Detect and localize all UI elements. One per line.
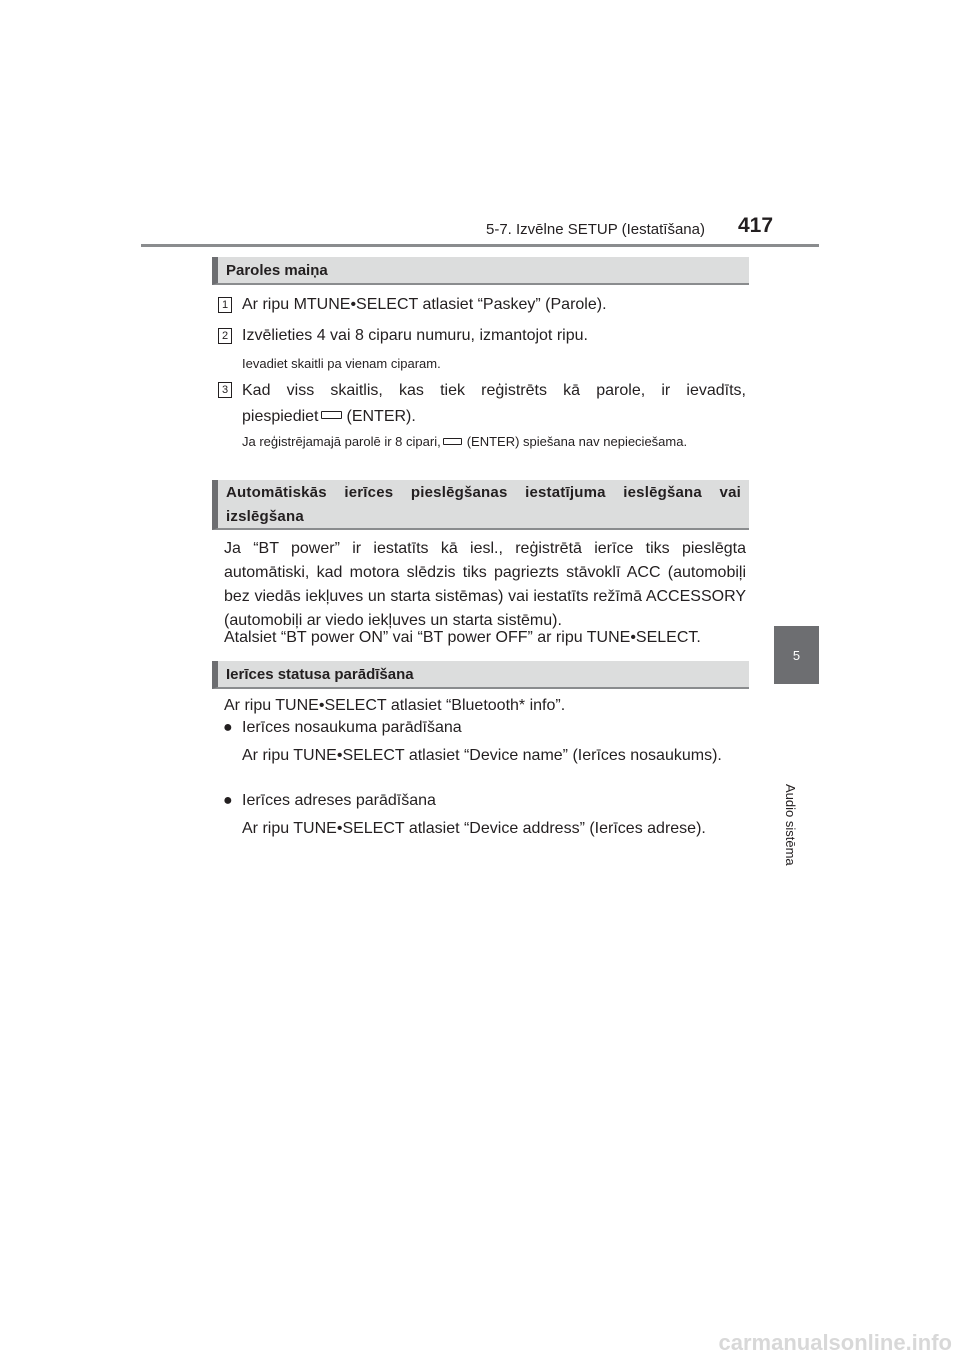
step-3-note-a: Ja reģistrējamajā parolē ir 8 cipari,	[242, 434, 441, 449]
enter-button-icon	[321, 411, 342, 419]
bullet-2-title: Ierīces adreses parādīšana	[242, 792, 436, 809]
bullet-icon: ●	[223, 792, 233, 809]
bullet-2-text: Ar ripu TUNE•SELECT atlasiet “Device address” (Ierīces adrese).	[242, 820, 706, 837]
step-3-note-b: (ENTER) spiešana nav nepieciešama.	[466, 434, 688, 449]
step-3-note	[242, 434, 746, 450]
step-number-1: 1	[218, 297, 232, 313]
chapter-tab	[774, 626, 819, 684]
step-2-note: Ievadiet skaitli pa vienam ciparam.	[242, 356, 441, 371]
page-number: 417	[738, 214, 774, 237]
enter-button-icon	[443, 438, 462, 445]
device-status-intro: Ar ripu TUNE•SELECT atlasiet “Bluetooth* info”.	[224, 697, 566, 714]
bullet-1-text: Ar ripu TUNE•SELECT atlasiet “Device name” (Ierīces nosaukums).	[242, 747, 722, 764]
watermark-text: carmanualsonline.info	[718, 1330, 952, 1355]
step-3-text-b: piespiediet	[242, 408, 319, 425]
step-3-text-line2	[242, 405, 746, 429]
section-heading-device-status: Ierīces statusa parādīšana	[212, 661, 749, 689]
bullet-icon: ●	[223, 719, 233, 736]
step-number-3: 3	[218, 382, 232, 398]
auto-connect-instruction: Atalsiet “BT power ON” vai “BT power OFF” ar ripu TUNE•SELECT.	[224, 629, 701, 646]
auto-connect-paragraph: Ja “BT power” ir iestatīts kā iesl., reģistrētā ierīce tiks pieslēgta automātiski, kad motora slēdzis tiks pagriezts stāvoklī ACC (automobiļi bez viedās iekļuves un starta sistēmas) vai iestatīts režīmā ACCESSORY (automobiļi ar viedo iekļuves un starta sistēmu).	[224, 540, 746, 629]
chapter-tab-label-text: Audio sistēma	[783, 784, 798, 866]
step-1-text: Ar ripu MTUNE•SELECT atlasiet “Paskey” (Parole).	[242, 296, 607, 313]
step-3-text-line1: Kad viss skaitlis, kas tiek reģistrēts kā parole, ir ievadīts,	[242, 382, 746, 399]
chapter-title: 5-7. Izvēlne SETUP (Iestatīšana)	[486, 221, 705, 238]
section-heading-password-change: Paroles maiņa	[212, 257, 749, 285]
header-rule	[141, 244, 819, 247]
bullet-1-title: Ierīces nosaukuma parādīšana	[242, 719, 462, 736]
chapter-tab-label	[783, 698, 804, 866]
step-3-text-c: (ENTER).	[346, 408, 416, 425]
watermark	[0, 1330, 960, 1358]
section-heading-auto-connect: Automātiskās ierīces pieslēgšanas iestatījuma ieslēgšana vai izslēgšana	[212, 480, 749, 530]
chapter-tab-number: 5	[792, 647, 801, 663]
step-2-text: Izvēlieties 4 vai 8 ciparu numuru, izmantojot ripu.	[242, 327, 588, 344]
step-number-2: 2	[218, 328, 232, 344]
